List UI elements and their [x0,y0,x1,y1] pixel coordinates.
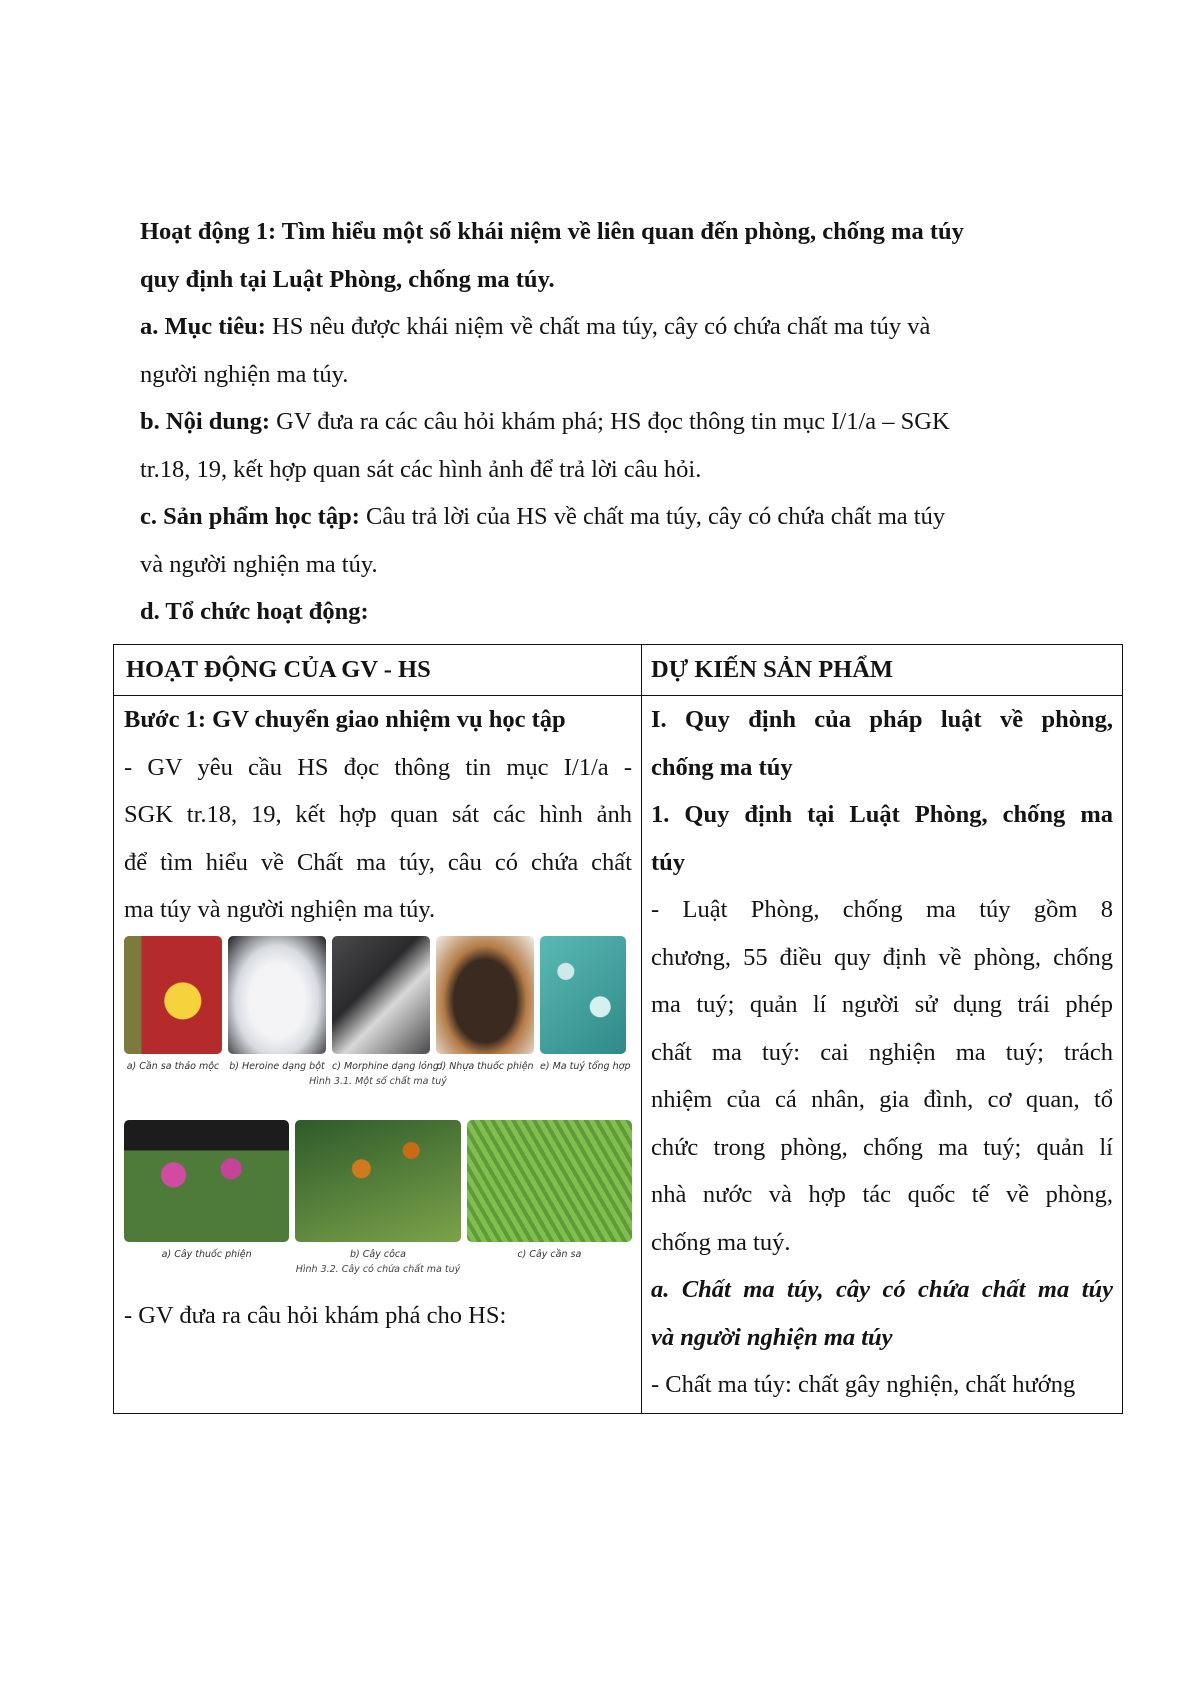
figure2-caption-a: a) Cây thuốc phiện [161,1248,252,1260]
figure1-caption-c: c) Morphine dạng lỏng [332,1060,439,1072]
left-line-1: - GV yêu cầu HS đọc thông tin mục I/1/a - [124,753,632,781]
figure2-caption-c: c) Cây cần sa [517,1248,582,1260]
law-line-8: chống ma tuý. [651,1228,791,1256]
organize-heading: d. Tổ chức hoạt động: [140,598,369,625]
figure2-title: Hình 3.2. Cây có chứa chất ma tuý [295,1263,461,1275]
figure1-caption-b: b) Heroine dạng bột [229,1060,325,1072]
product-label: c. Sản phẩm học tập: [140,503,360,530]
activity-table [113,644,1123,1414]
figure-drugs [124,936,632,1114]
law-line-6: chức trong phòng, chống ma tuý; quản lí [651,1133,1113,1161]
photo-synthetic-drug [540,936,626,1054]
definition-line-1: - Chất ma túy: chất gây nghiện, chất hướng [651,1371,1076,1398]
photo-heroin-powder [228,936,326,1054]
law-line-1: - Luật Phòng, chống ma túy gồm 8 [651,896,1113,923]
photo-opium-resin [436,936,534,1054]
product-text: Câu trả lời của HS về chất ma túy, cây có chứa chất ma túy [359,503,946,530]
subsection-heading-line-1: a. Chất ma túy, cây có chứa chất ma túy [651,1276,1113,1303]
right-column [651,696,1113,1409]
content-text: GV đưa ra các câu hỏi khám phá; HS đọc thông tin mục I/1/a – SGK [270,408,950,435]
section-heading-line-2: chống ma túy [651,753,793,781]
figure1-caption-d: d) Nhựa thuốc phiện [436,1060,534,1072]
objective-label: a. Mục tiêu: [140,313,266,340]
header-teacher-student: HOẠT ĐỘNG CỦA GV - HS [126,656,431,683]
objective-text: HS nêu được khái niệm về chất ma túy, cây có chứa chất ma túy và [265,313,931,340]
law-line-7: nhà nước và hợp tác quốc tế về phòng, [651,1181,1113,1208]
photo-cannabis-herb [124,936,222,1054]
law-line-3: ma tuý; quản lí người sử dụng trái phép [651,991,1113,1018]
law-line-5: nhiệm của cá nhân, gia đình, cơ quan, tổ [651,1086,1113,1113]
left-line-4: ma túy và người nghiện ma túy. [124,896,436,923]
left-line-2: SGK tr.18, 19, kết hợp quan sát các hình ảnh [124,801,632,828]
figure2-caption-b: b) Cây côca [350,1248,406,1260]
sub-heading-line-1: 1. Quy định tại Luật Phòng, chống ma [651,801,1113,828]
section-heading-line-1: I. Quy định của pháp luật về phòng, [651,706,1113,733]
product: c. Sản phẩm học tập: Câu trả lời của HS về chất ma túy, cây có chứa chất ma túy và người nghiện ma túy. [140,503,946,578]
photo-opium-poppy [124,1120,289,1242]
law-line-2: chương, 55 điều quy định về phòng, chống [651,943,1113,971]
objective: a. Mục tiêu: HS nêu được khái niệm về chất ma túy, cây có chứa chất ma túy và người nghiện ma túy. [140,313,931,388]
figure-plants [124,1120,632,1292]
subsection-heading-line-2: và người nghiện ma túy [651,1323,893,1351]
left-question: - GV đưa ra câu hỏi khám phá cho HS: [124,1301,507,1329]
left-line-3: để tìm hiểu về Chất ma túy, câu có chứa chất [124,848,632,876]
figure1-title: Hình 3.1. Một số chất ma tuý [309,1075,447,1087]
activity-heading: Hoạt động 1: Tìm hiểu một số khái niệm về liên quan đến phòng, chống ma túy quy định tại Luật Phòng, chống ma túy. [140,218,964,293]
column-divider [641,645,642,1413]
left-column [124,696,632,1339]
content: b. Nội dung: GV đưa ra các câu hỏi khám phá; HS đọc thông tin mục I/1/a – SGK tr.18, 19, kết hợp quan sát các hình ảnh để trả lời câu hỏi. [140,408,950,483]
figure1-caption-a: a) Cần sa thảo mộc [126,1060,220,1072]
photo-morphine-liquid [332,936,430,1054]
photo-coca-plant [295,1120,460,1242]
figure1-caption-e: e) Ma tuý tổng hợp [540,1060,631,1072]
step1-heading: Bước 1: GV chuyển giao nhiệm vụ học tập [124,706,566,733]
header-expected-product: DỰ KIẾN SẢN PHẨM [651,656,894,683]
law-line-4: chất ma tuý: cai nghiện ma tuý; trách [651,1038,1113,1066]
sub-heading-line-2: túy [651,848,686,876]
content-label: b. Nội dung: [140,408,271,435]
photo-cannabis-plant [467,1120,632,1242]
activity-intro [140,208,1060,636]
